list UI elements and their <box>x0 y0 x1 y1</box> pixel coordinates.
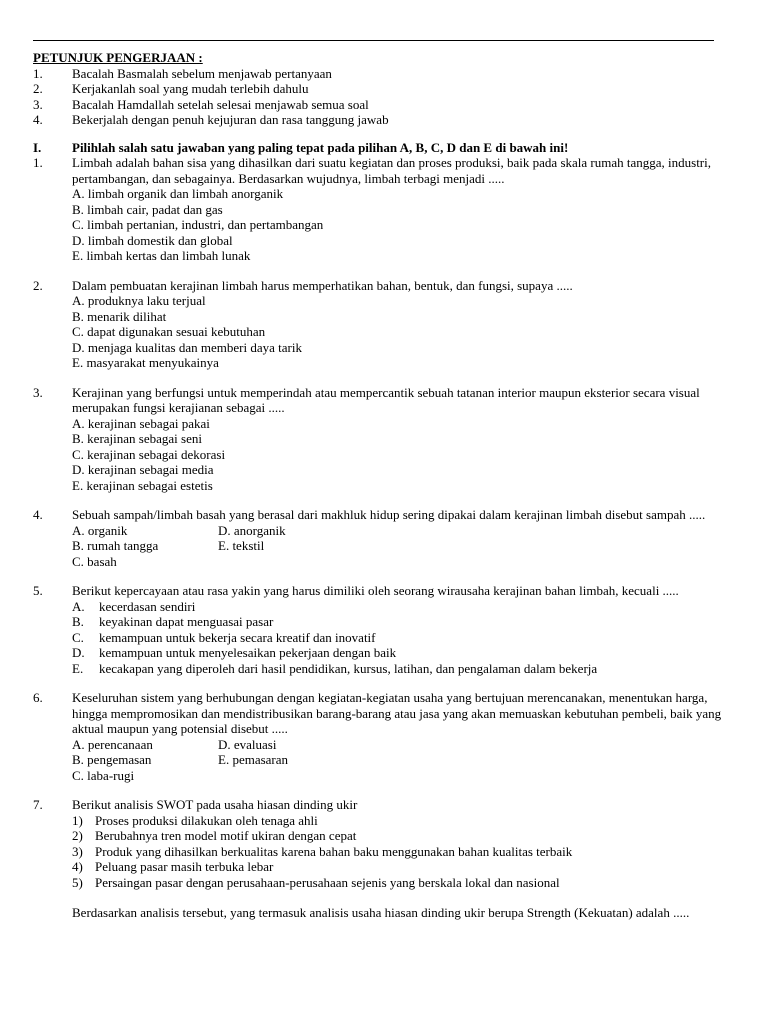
answer-option-b[interactable]: B. pengemasan <box>72 752 152 767</box>
question-number: 5. <box>33 583 43 598</box>
answer-option-b[interactable]: B. limbah cair, padat dan gas <box>72 201 223 217</box>
answer-option-c[interactable]: C. dapat digunakan sesuai kebutuhan <box>72 324 266 339</box>
answer-option-e[interactable]: E. limbah kertas dan limbah lunak <box>72 248 251 263</box>
instruction-item: 1. Bacalah Basmalah sebelum menjawab pertanyaan <box>33 65 332 81</box>
swot-item: 1) Proses produksi dilakukan oleh tenaga ahli <box>72 812 318 828</box>
answer-option-e[interactable]: E. kecakapan yang diperoleh dari hasil pendidikan, kursus, latihan, dan pengalaman dalam bekerja <box>72 660 598 676</box>
answer-option-a[interactable]: A. limbah organik dan limbah anorganik <box>72 186 284 201</box>
answer-option-d[interactable]: D. menjaga kualitas dan memberi daya tarik <box>72 339 302 355</box>
top-rule <box>33 40 714 41</box>
instructions-title: PETUNJUK PENGERJAAN : <box>33 50 203 65</box>
answer-option-a[interactable]: A. produknya laku terjual <box>72 293 206 308</box>
question-3 <box>33 385 733 494</box>
question-2 <box>33 278 733 371</box>
question-number: 6. <box>33 690 43 705</box>
question-text: Keseluruhan sistem yang berhubungan dengan kegiatan-kegiatan usaha yang bertujuan merencanakan, menentukan harga, hingga mempromosikan dan mendistribusikan barang-barang atau jasa yang akan memuaskan kebutuhan pembeli, baik yang aktual maupun yang potensial disebut ..... <box>72 690 722 736</box>
section-heading <box>33 140 733 156</box>
question-text: Kerajinan yang berfungsi untuk memperindah atau mempercantik sebuah tatanan interior maupun eksterior secara visual merupakan fungsi kerajianan sebagai ..... <box>72 384 700 415</box>
question-1 <box>33 155 733 264</box>
answer-option-c[interactable]: C. laba-rugi <box>72 767 135 783</box>
exam-page <box>33 50 733 921</box>
instruction-item: 2. Kerjakanlah soal yang mudah terlebih dahulu <box>33 81 309 96</box>
section-title: Pilihlah salah satu jawaban yang paling tepat pada pilihan A, B, C, D dan E di bawah ini! <box>72 139 569 155</box>
answer-option-d[interactable]: D. anorganik <box>218 522 286 538</box>
answer-option-a[interactable]: A. organik <box>72 522 128 538</box>
answer-option-c[interactable]: C. limbah pertanian, industri, dan pertambangan <box>72 217 324 232</box>
section-number: I. <box>33 139 42 155</box>
question-6 <box>33 690 733 783</box>
question-text: Berikut analisis SWOT pada usaha hiasan dinding ukir <box>72 797 358 812</box>
answer-option-a[interactable]: A. perencanaan <box>72 736 153 752</box>
answer-option-c[interactable]: C. kerajinan sebagai dekorasi <box>72 446 226 462</box>
answer-option-d[interactable]: D. limbah domestik dan global <box>72 232 233 248</box>
swot-item: 3) Produk yang dihasilkan berkualitas karena bahan baku menggunakan bahan kualitas terbaik <box>72 843 573 859</box>
answer-option-b[interactable]: B. rumah tangga <box>72 538 159 553</box>
answer-option-e[interactable]: E. tekstil <box>218 538 265 553</box>
question-text: Limbah adalah bahan sisa yang dihasilkan dari suatu kegiatan dan proses produksi, baik pada skala rumah tangga, industri, pertambangan, dan sebagainya. Berdasarkan wujudnya, limbah terbagi menjadi ..... <box>72 155 711 186</box>
question-text: Berikut kepercayaan atau rasa yakin yang harus dimiliki oleh seorang wirausaha kerajinan bahan limbah, kecuali ..... <box>72 583 679 598</box>
instructions-block <box>33 50 733 128</box>
question-text: Dalam pembuatan kerajinan limbah harus memperhatikan bahan, bentuk, dan fungsi, supaya ..... <box>72 277 573 293</box>
question-5 <box>33 583 733 676</box>
answer-option-d[interactable]: D. kerajinan sebagai media <box>72 462 214 477</box>
answer-option-d[interactable]: D. kemampuan untuk menyelesaikan pekerjaan dengan baik <box>72 645 397 660</box>
swot-item: 2) Berubahnya tren model motif ukiran dengan cepat <box>72 828 357 843</box>
question-number: 1. <box>33 155 43 170</box>
question-4 <box>33 507 733 569</box>
question-number: 2. <box>33 277 43 293</box>
answer-option-e[interactable]: E. pemasaran <box>218 752 289 767</box>
answer-option-e[interactable]: E. masyarakat menyukainya <box>72 355 219 370</box>
question-text: Sebuah sampah/limbah basah yang berasal dari makhluk hidup sering dipakai dalam kerajinan limbah disebut sampah ..... <box>72 507 706 522</box>
answer-option-a[interactable]: A. kecerdasan sendiri <box>72 598 196 614</box>
answer-option-e[interactable]: E. kerajinan sebagai estetis <box>72 477 213 493</box>
answer-option-c[interactable]: C. kemampuan untuk bekerja secara kreatif dan inovatif <box>72 629 376 645</box>
question-number: 3. <box>33 384 43 400</box>
answer-option-d[interactable]: D. evaluasi <box>218 736 277 752</box>
question-number: 7. <box>33 797 43 812</box>
question-closing-text: Berdasarkan analisis tersebut, yang termasuk analisis usaha hiasan dinding ukir berupa Strength (Kekuatan) adalah ..... <box>72 905 690 920</box>
swot-item: 4) Peluang pasar masih terbuka lebar <box>72 859 274 874</box>
instruction-item: 3. Bacalah Hamdallah setelah selesai menjawab semua soal <box>33 96 369 112</box>
answer-option-c[interactable]: C. basah <box>72 553 117 569</box>
question-7 <box>33 797 733 921</box>
question-number: 4. <box>33 507 43 522</box>
answer-option-b[interactable]: B. kerajinan sebagai seni <box>72 431 202 446</box>
answer-option-b[interactable]: B. menarik dilihat <box>72 308 167 324</box>
answer-option-b[interactable]: B. keyakinan dapat menguasai pasar <box>72 614 274 629</box>
swot-item: 5) Persaingan pasar dengan perusahaan-perusahaan sejenis yang berskala lokal dan nasional <box>72 874 560 890</box>
answer-option-a[interactable]: A. kerajinan sebagai pakai <box>72 415 210 431</box>
instruction-item: 4. Bekerjalah dengan penuh kejujuran dan rasa tanggung jawab <box>33 112 389 127</box>
